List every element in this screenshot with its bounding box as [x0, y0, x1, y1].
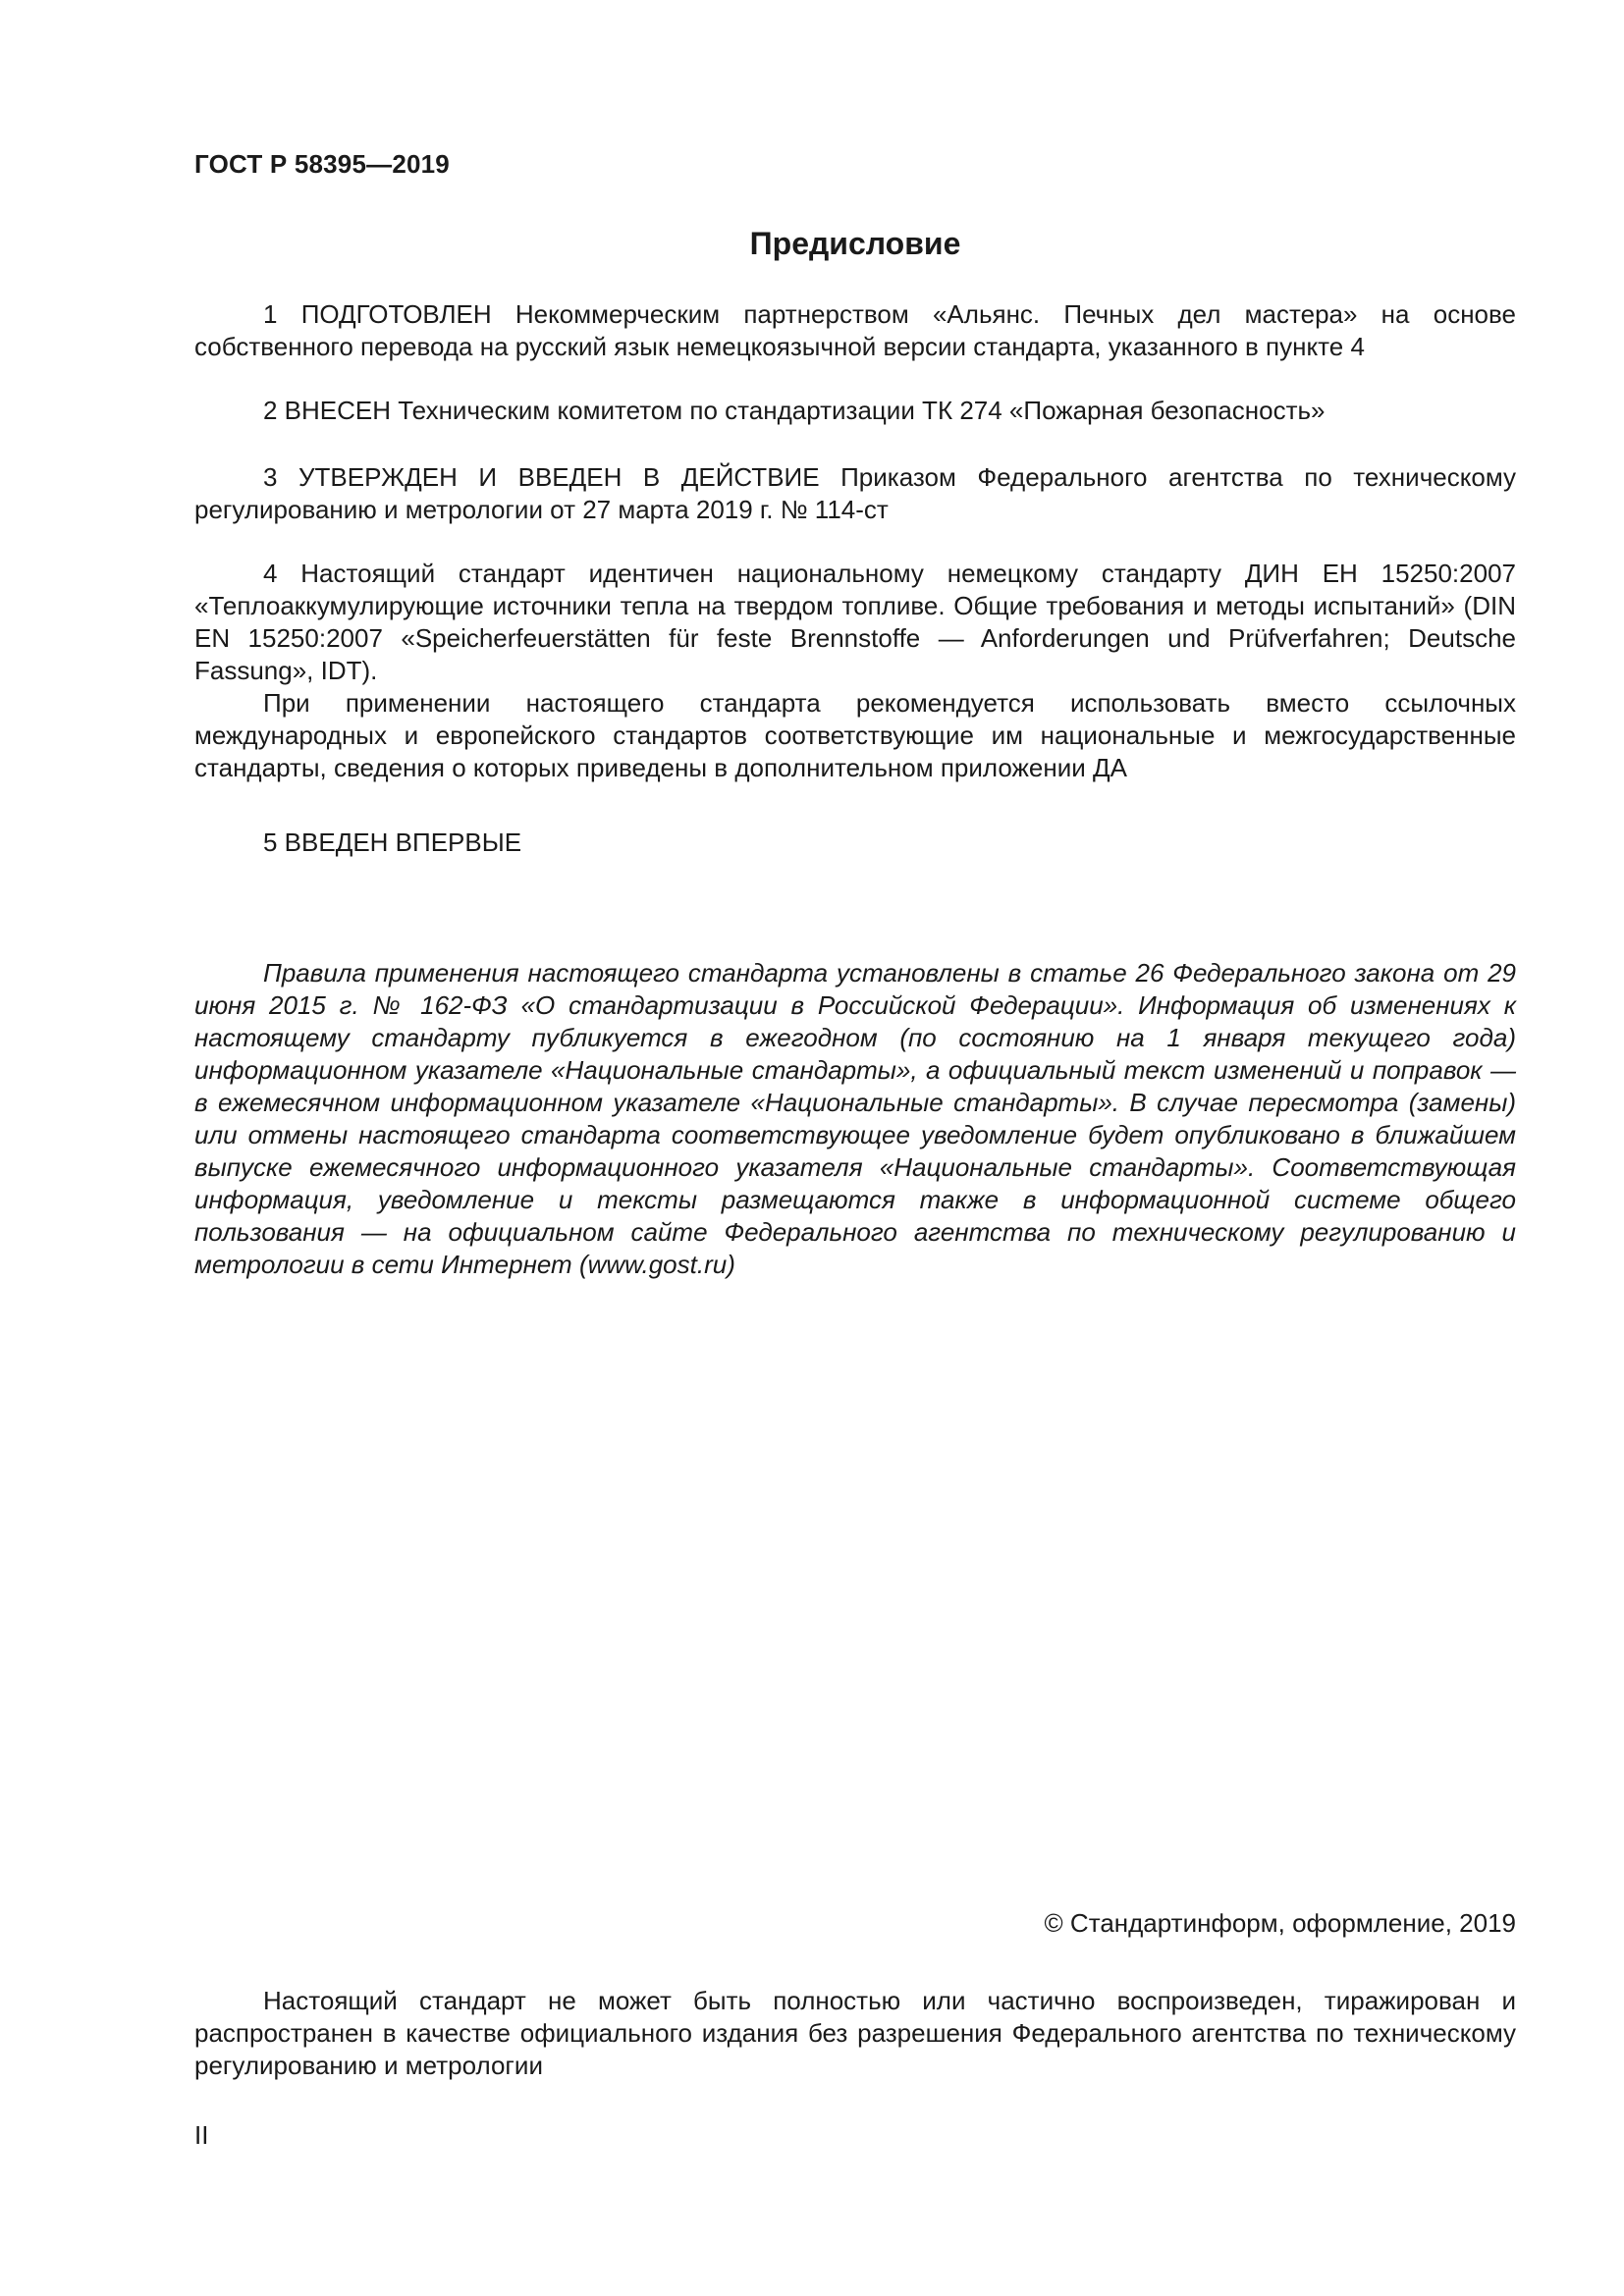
application-rules-text: Правила применения настоящего стандарта установлены в статье 26 Федерального закона от 29 июня 2015 г. № 162-ФЗ «О стандартизации в Российской Федерации». Информация об изменениях к настоящему стандарту публикуется в ежегодном (по состоянию на 1 января текущего года) информационном указателе «Национальные стандарты», а официальный текст изменений и поправок — в ежемесячном информационном указателе «Национальные стандарты». В случае пересмотра (замены) или отмены настоящего стандарта соответствующее уведомление будет опубликовано в ближайшем выпуске ежемесячного информационного указателя «Национальные стандарты». Соответствующая информация, уведомление и тексты размещаются также в информационной системе общего пользования — на официальном сайте Федерального агентства по техническому регулированию и метрологии в сети Интернет (www.gost.ru) — [194, 958, 1516, 1279]
foreword-item-1 — [194, 298, 1516, 363]
foreword-item-4-text: 4 Настоящий стандарт идентичен национальному немецкому стандарту ДИН ЕН 15250:2007 «Теплоаккумулирующие источники тепла на твердом топливе. Общие требования и методы испытаний» (DIN EN 15250:2007 «Speicherfeuerstätten für feste Brennstoffe — Anforderungen und Prüfverfahren; Deutsche Fassung», IDT). — [194, 559, 1516, 685]
reproduction-notice — [194, 1985, 1516, 2082]
foreword-item-3-text: 3 УТВЕРЖДЕН И ВВЕДЕН В ДЕЙСТВИЕ Приказом Федерального агентства по техническому регулированию и метрологии от 27 марта 2019 г. № 114-ст — [194, 462, 1516, 524]
foreword-item-1-text: 1 ПОДГОТОВЛЕН Некоммерческим партнерством «Альянс. Печных дел мастера» на основе собственного перевода на русский язык немецкоязычной версии стандарта, указанного в пункте 4 — [194, 299, 1516, 361]
document-code: ГОСТ Р 58395—2019 — [194, 149, 450, 179]
foreword-item-2 — [194, 395, 1516, 427]
page-number: II — [194, 2120, 209, 2150]
foreword-item-3 — [194, 461, 1516, 526]
foreword-item-4-note: При применении настоящего стандарта рекомендуется использовать вместо ссылочных международных и европейского стандартов соответствующие им национальные и межгосударственные стандарты, сведения о которых приведены в дополнительном приложении ДА — [194, 688, 1516, 782]
reproduction-notice-text: Настоящий стандарт не может быть полностью или частично воспроизведен, тиражирован и распространен в качестве официального издания без разрешения Федерального агентства по техническому регулированию и метрологии — [194, 1986, 1516, 2080]
foreword-item-2-text: 2 ВНЕСЕН Техническим комитетом по стандартизации ТК 274 «Пожарная безопасность» — [263, 396, 1326, 425]
foreword-item-5-text: 5 ВВЕДЕН ВПЕРВЫЕ — [263, 828, 522, 857]
foreword-item-4 — [194, 558, 1516, 784]
foreword-item-5 — [194, 827, 1516, 859]
copyright-line: © Стандартинформ, оформление, 2019 — [1044, 1908, 1516, 1938]
page-title: Предисловие — [749, 226, 961, 261]
application-rules-notice — [194, 957, 1516, 1281]
